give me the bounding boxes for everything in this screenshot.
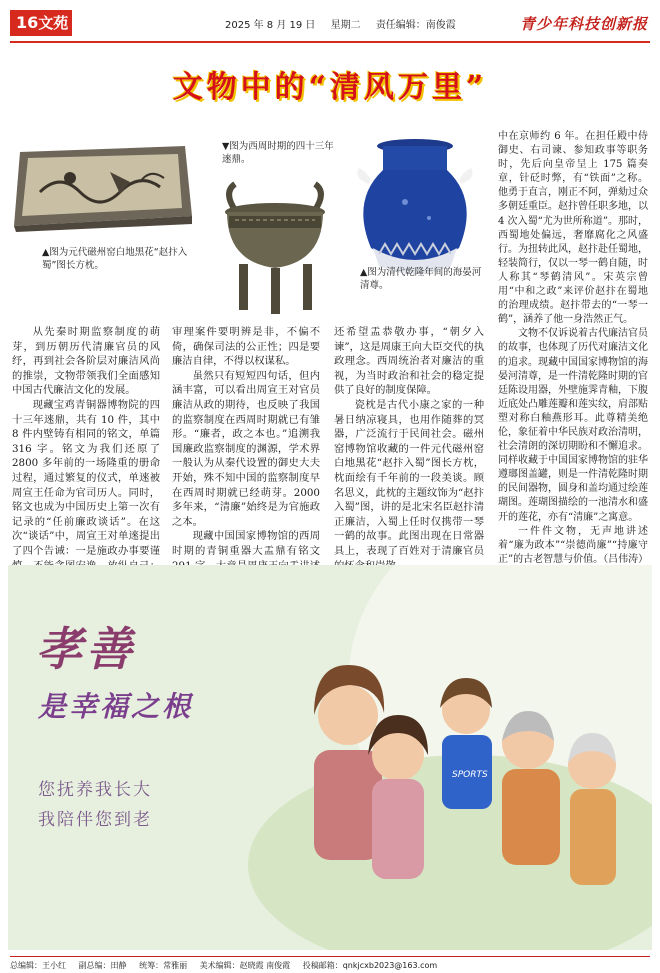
article-paragraph: 现藏中国国家博物馆的西周时期的青铜重器大盂鼎有铭文 — [172, 530, 320, 557]
poster-title-main: 孝善 — [36, 622, 136, 676]
article-paragraph: 文物不仅诉说着古代廉洁官员的故事，也体现了历代对廉洁文化的追求。现藏中国国家博物馆的海晏河清尊，是一件清乾隆时期的官廷陈设用器，外壁施霁青釉，下腹近底处凸雕莲瓣和莲实纹，肩部贴塑对称白釉燕形耳。此尊精美绝伦，象征着中华民族对政治清明，社会清朗的深切期盼和不懈追求。同样收藏于中国国家博物馆的驻华遵瑯图盖罐，则是一件清乾隆时期的民间器物，圆身和盖均通过绘莲瑚图。莲瑚图描绘的一池清水和盛开的莲花，亦有“清廉”之寓意。 — [498, 328, 648, 523]
article-column-4 — [498, 130, 648, 567]
vase-caption: ▲图为清代乾隆年间的海晏河清尊。 — [360, 267, 482, 291]
article-paragraph: 还希望盂恭敬办事，“朝夕入谏”，这是周康王向大臣交代的执政理念。西周统治者对廉洁的重视，为当时政治和社会的稳定提供了良好的制度保障。 — [334, 326, 484, 397]
poster-title-sub: 是幸福之根 — [38, 690, 194, 723]
vase-image — [345, 132, 485, 282]
footer-art-editor: 美术编辑：赵晓霞 南俊霞 — [199, 961, 291, 970]
article-paragraph: 瓷枕是古代小康之家的一种暑日纳凉寝具，也用作随葬的冥器，广泛流行于民间社会。磁州窑博物馆收藏的一件元代磁州窑白地黑花“赵抃入蜀”图长方枕，枕面绘有千年前的一段美谈。顾名思义，此枕的主题纹饰为“赵抃入蜀”图，讲的是北宋名臣赵抃清正廉洁，入蜀上任时仅携带一琴一鹤的故事。此图出现在日常器具上，表现了百姓对于清廉官员 — [334, 398, 484, 557]
section-name: 文苑 — [38, 14, 69, 32]
footer-coordinator: 统筹：常雅丽 — [139, 961, 188, 970]
footer-deputy-editor: 副总编：田静 — [78, 961, 127, 970]
header-divider — [10, 41, 650, 43]
issue-meta — [225, 16, 468, 31]
filial-piety-poster — [8, 565, 652, 950]
article-paragraph: 中在京师约 6 年。在担任殿中侍御史、右司谏、参知政事等职务时，先后向皇帝呈上 175 篇奏章，针砭时弊，有“铁面”之称。他勇于直言，刚正不阿，弹劾过众多朝廷重臣。赵抃曾任职多地，以 4 次入蜀“尤为世所称道”。那时，西蜀地处偏远，奢靡腐化之风盛行。为扭转此风，赵抃赴任蜀地，轻装简行，仅以一琴一鹤自随，时人称其“琴鹤清风”。宋英宗曾用“中和之政”来评价赵抃在蜀地的治理成绩。赵抃带去的“一琴一鹤”，涵养了他一身浩然正气。 — [498, 131, 648, 326]
pillow-image — [10, 142, 195, 232]
responsible-editor: 责任编辑：南俊霞 — [375, 20, 456, 31]
newspaper-masthead: 青少年科技创新报 — [519, 15, 648, 33]
pillow-illustration — [10, 142, 195, 232]
artifact-figures — [10, 120, 488, 320]
article-paragraph: 一件件文物，无声地讲述着“廉为政本”“崇德尚廉”“持廉守正”的古老智慧与价值。（吕伟涛） — [498, 525, 649, 565]
footer-submission-email: 投稿邮箱：qnkjcxb2023@163.com — [302, 961, 438, 970]
page-footer — [10, 956, 650, 970]
ding-illustration — [215, 180, 335, 320]
page-number: 16 — [16, 13, 39, 32]
issue-weekday: 星期二 — [330, 20, 361, 31]
shirt-print: SPORTS — [452, 770, 488, 780]
poster-slogan-2: 我陪伴您到老 — [38, 810, 152, 830]
article-paragraph: 审理案件要明辨是非，不偏不倚，确保司法的公正性；四是要廉洁自律，不得以权谋私。 — [172, 326, 320, 368]
footer-chief-editor: 总编辑：王小红 — [10, 961, 66, 970]
page-header — [10, 10, 650, 44]
page-number-badge — [10, 10, 72, 36]
poster-slogan-1: 您抚养我长大 — [38, 780, 152, 800]
ding-caption: ▼图为西周时期的四十三年逨鼎。 — [222, 141, 334, 165]
article-paragraph: 现藏宝鸡青铜器博物院的四十三年逨鼎，共有 10 件，其中 8 件内壁铸有相同的铭文，单篇 316 字。铭文为我们还原了 2800 多年前的一场隆重的册命过程，通过繁复的仪式，单逨被周宣王任命为官司历人。同时，铭文也成为中国历史上第一次有记录的“任前廉政谈话”。在这次“谈话”中，周宣王对单逨提出了四个告诫：一是施政办事要谨 — [12, 398, 160, 557]
article-column-3 — [334, 325, 484, 588]
article-paragraph: 从先秦时期监察制度的萌芽，到历朝历代清廉官员的风纾，再到社会各阶层对廉洁风尚的推崇，文物带领我们全面感知中国古代廉洁文化的发展。 — [12, 326, 160, 397]
article-column-1 — [12, 325, 160, 602]
ding-image — [215, 180, 335, 320]
article-paragraph: 虽然只有短短四句话，但内涵丰富，可以看出周宣王对官员廉洁从政的期待，也反映了我国的监察制度在西周时期就已有雏形。“廉者，政之本也。”追溯我国廉政监察制度的渊源，学术界一般认为从秦代设置的御史大夫开始，殊不知中国的监察制度早在西周时期就已经萌芽。2000 多年来，“清廉”始终是为官施政之本。 — [172, 369, 320, 528]
pillow-caption: ▲图为元代磁州窑白地黑花“赵抃入蜀”图长方枕。 — [42, 247, 188, 271]
vase-illustration — [345, 132, 485, 282]
issue-date: 2025 年 8 月 19 日 — [225, 20, 316, 31]
article-headline: 文物中的“清风万里” — [172, 70, 488, 105]
